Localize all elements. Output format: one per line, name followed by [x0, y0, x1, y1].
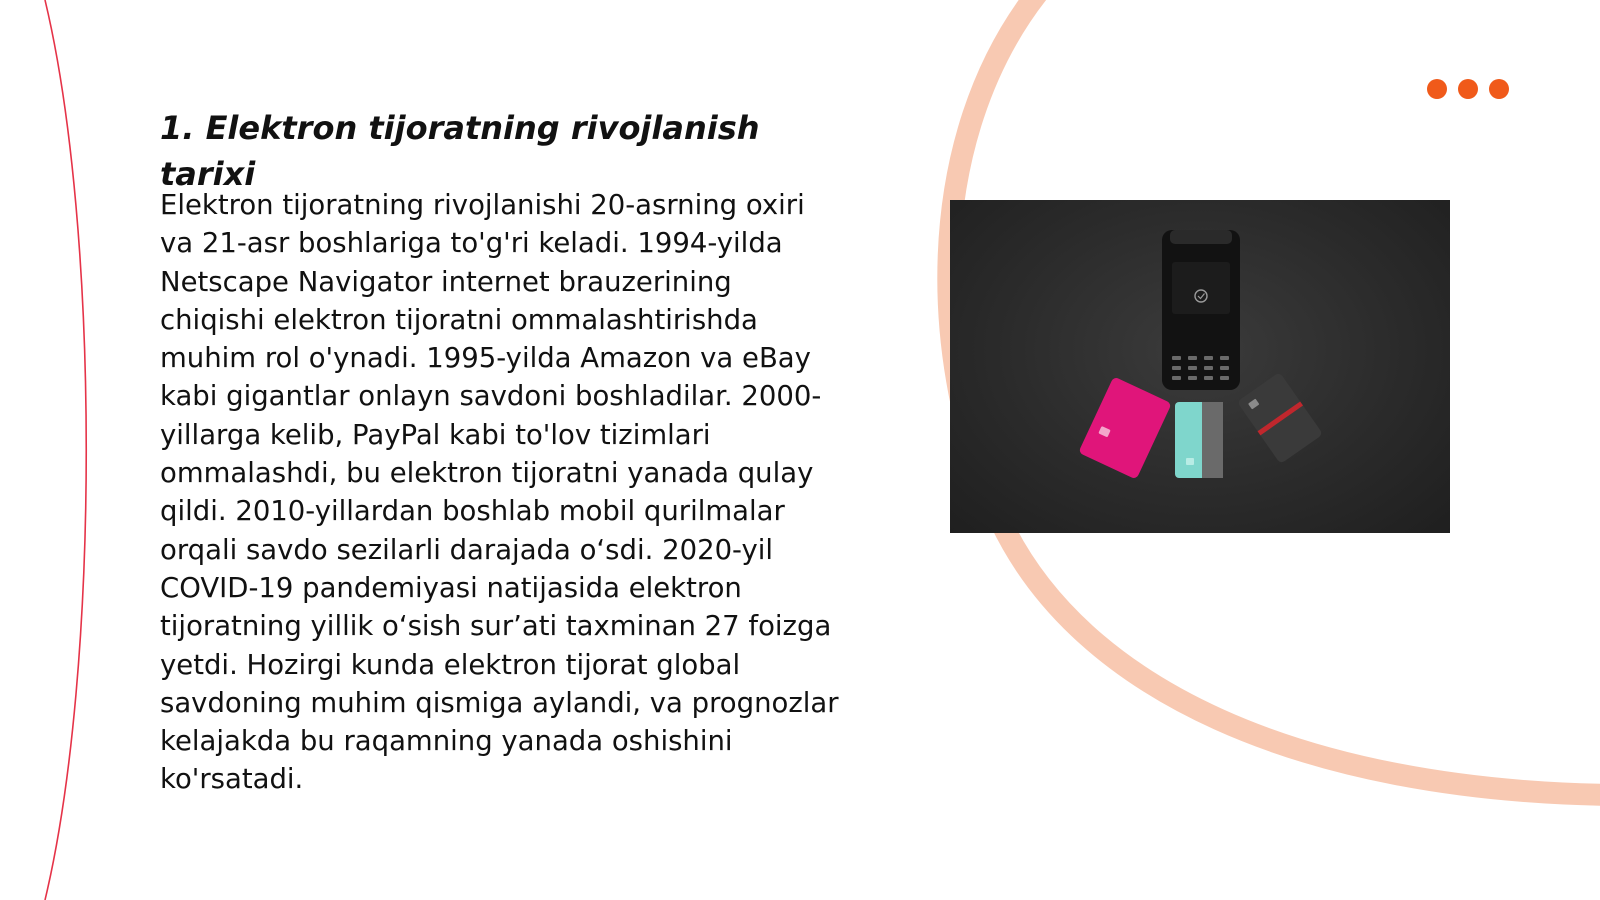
dot-1	[1427, 79, 1447, 99]
slide-body-text: Elektron tijoratning rivojlanishi 20-asrning oxiri va 21-asr boshlariga to'g'ri keladi. 1994-yilda Netscape Navigator internet brauzerining chiqishi elektron tijoratni ommalashtirishda muhim rol o'ynadi. 1995-yilda Amazon va eBay kabi gigantlar onlayn savdoni boshladilar. 2000-yillarga kelib, PayPal kabi to'lov tizimlari ommalashdi, bu elektron tijoratni yanada qulay qildi. 2010-yillardan boshlab mobil qurilmalar orqali savdo sezilarli darajada o‘sdi. 2020-yil COVID-19 pandemiyasi natijasida elektron tijoratning yillik o‘sish sur’ati taxminan 27 foizga yetdi. Hozirgi kunda elektron tijorat global savdoning muhim qismiga aylandi, va prognozlar kelajakda bu raqamning yanada oshishini ko'rsatadi.	[160, 189, 839, 796]
left-accent-line	[45, 0, 86, 900]
dark-card-icon	[1237, 372, 1323, 464]
payment-terminal-photo	[950, 200, 1450, 533]
slide-title: 1. Elektron tijoratning rivojlanish tarixi	[160, 109, 760, 193]
dot-2	[1458, 79, 1478, 99]
teal-card-icon	[1175, 402, 1223, 478]
dot-3	[1489, 79, 1509, 99]
dots-decoration	[1427, 79, 1511, 101]
pink-card-icon	[1078, 376, 1172, 479]
payment-terminal-icon	[1162, 230, 1240, 390]
